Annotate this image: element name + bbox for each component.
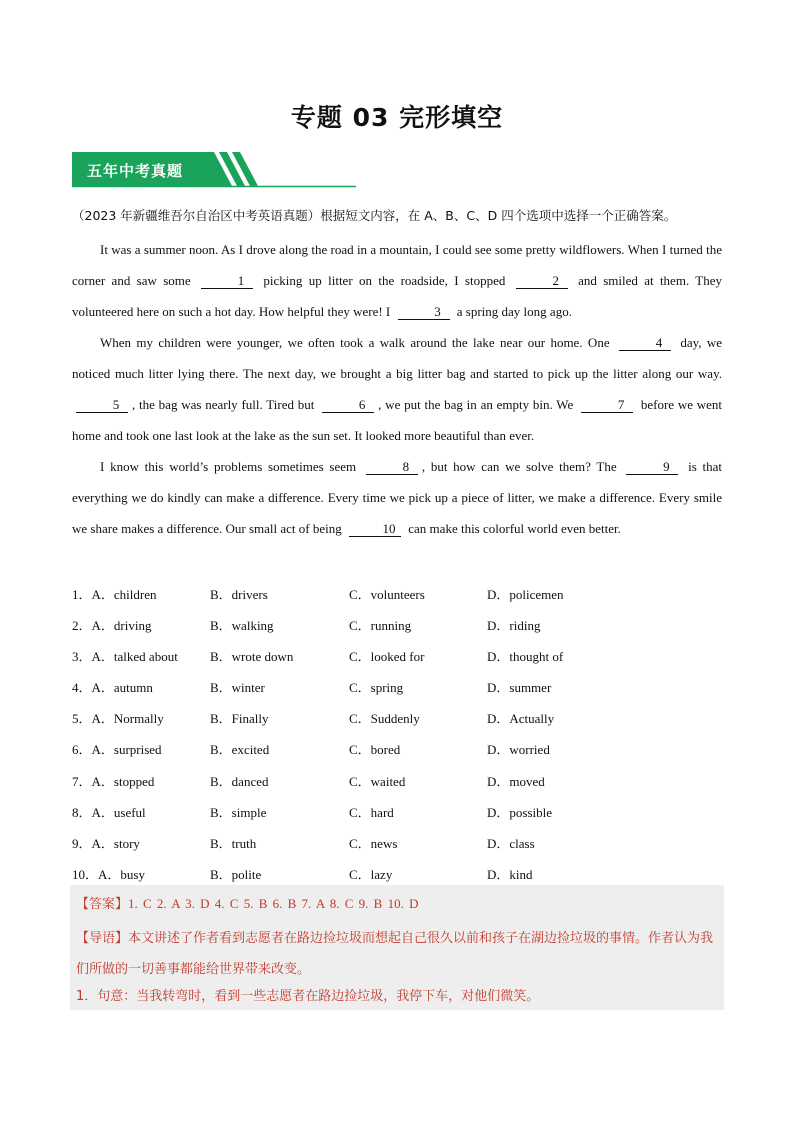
option-c: C．looked for bbox=[349, 649, 425, 665]
guide-body: 本文讲述了作者看到志愿者在路边捡垃圾而想起自己很久以前和孩子在湖边捡垃圾的事情。作者认为我们所做的一切善事都能给世界带来改变。 bbox=[76, 931, 714, 977]
question-row bbox=[72, 763, 722, 794]
paragraph-1 bbox=[72, 234, 722, 327]
question-row bbox=[72, 669, 722, 700]
option-c: C．volunteers bbox=[349, 587, 425, 602]
option-d: D．moved bbox=[487, 773, 545, 789]
option-c: C．Suddenly bbox=[349, 711, 420, 727]
answer-label: 【答案】 bbox=[76, 896, 129, 911]
blank-10: 10 bbox=[349, 521, 401, 537]
page-title: 专题 03 完形填空 bbox=[290, 103, 504, 132]
option-b: B．simple bbox=[210, 804, 267, 820]
option-d: D．kind bbox=[487, 866, 533, 882]
passage-text: before we went home and took one last look at the lake as the sun set. It looked more beautiful than ever. bbox=[72, 397, 723, 443]
option-a: 1．A．children bbox=[72, 587, 157, 602]
option-b: B．drivers bbox=[210, 587, 268, 602]
answer-section bbox=[70, 885, 724, 1010]
question-row bbox=[72, 825, 722, 856]
section-banner bbox=[72, 152, 356, 188]
blank-6: 6 bbox=[322, 397, 374, 413]
option-c: C．hard bbox=[349, 804, 394, 820]
guide-label: 【导语】 bbox=[76, 931, 129, 946]
option-b: B．excited bbox=[210, 742, 270, 758]
paragraph-2 bbox=[72, 327, 722, 451]
option-a: 2．A．driving bbox=[72, 618, 152, 634]
passage-text: , but how can we solve them? The bbox=[421, 459, 617, 474]
guide-text bbox=[76, 923, 718, 985]
option-b: B．danced bbox=[210, 773, 269, 789]
option-d: D．Actually bbox=[487, 711, 555, 727]
passage-text: a spring day long ago. bbox=[456, 304, 572, 319]
option-b: B．Finally bbox=[210, 711, 269, 727]
option-a: 6．A．surprised bbox=[72, 742, 162, 758]
option-d: D．summer bbox=[487, 680, 552, 696]
blank-9: 9 bbox=[626, 459, 678, 475]
option-a: 4．A．autumn bbox=[72, 680, 153, 696]
question-row bbox=[72, 794, 722, 825]
options-list bbox=[72, 576, 722, 887]
option-a: 8．A．useful bbox=[72, 804, 146, 820]
question-row bbox=[72, 638, 722, 669]
passage-text: picking up litter on the roadside, I stopped bbox=[263, 273, 506, 288]
option-d: D．possible bbox=[487, 804, 553, 820]
option-b: B．walking bbox=[210, 618, 274, 634]
answer-text: 1. C 2. A 3. D 4. C 5. B 6. B 7. A 8. C 9. B 10. D bbox=[128, 896, 419, 911]
option-d: D．thought of bbox=[487, 649, 564, 665]
option-d: D．policemen bbox=[487, 587, 564, 602]
explanation-1: 1．句意：当我转弯时，看到一些志愿者在路边捡垃圾，我停下车，对他们微笑。 bbox=[76, 989, 540, 1004]
option-a: 10．A．busy bbox=[72, 866, 145, 882]
passage-text: can make this colorful world even better. bbox=[408, 521, 621, 536]
cloze-passage bbox=[72, 234, 722, 544]
passage-text: is that everything we do kindly can make a difference. Every time we pick up a piece of litter, we make a difference. Every smile we share makes a difference. Our small act of being bbox=[72, 459, 722, 536]
passage-text: and smiled at them. They volunteered here on such a hot day. How helpful they were! I bbox=[72, 273, 723, 319]
passage-text: , the bag was nearly full. Tired but bbox=[132, 397, 315, 412]
blank-7: 7 bbox=[581, 397, 633, 413]
option-a: 9．A．story bbox=[72, 835, 140, 851]
option-c: C．bored bbox=[349, 742, 401, 758]
option-a: 7．A．stopped bbox=[72, 773, 155, 789]
option-d: D．riding bbox=[487, 618, 541, 634]
option-a: 5．A．Normally bbox=[72, 711, 164, 727]
option-d: D．class bbox=[487, 835, 535, 851]
option-c: C．lazy bbox=[349, 866, 393, 882]
question-row bbox=[72, 731, 722, 762]
option-b: B．truth bbox=[210, 835, 257, 851]
blank-5: 5 bbox=[76, 397, 128, 413]
option-c: C．spring bbox=[349, 680, 404, 696]
question-row bbox=[72, 576, 722, 607]
option-c: C．running bbox=[349, 618, 412, 634]
option-a: 3．A．talked about bbox=[72, 649, 178, 665]
blank-8: 8 bbox=[366, 459, 418, 475]
option-b: B．winter bbox=[210, 680, 265, 696]
answer-key bbox=[76, 893, 418, 912]
question-source: （2023 年新疆维吾尔自治区中考英语真题）根据短文内容，在 A、B、C、D 四个选项中选择一个正确答案。 bbox=[72, 208, 677, 223]
passage-text: When my children were younger, we often took a walk around the lake near our home. One bbox=[100, 335, 610, 350]
blank-1: 1 bbox=[201, 273, 253, 289]
passage-text: , we put the bag in an empty bin. We bbox=[378, 397, 574, 412]
option-c: C．news bbox=[349, 835, 398, 851]
option-d: D．worried bbox=[487, 742, 550, 758]
passage-text: I know this world’s problems sometimes seem bbox=[100, 459, 357, 474]
blank-4: 4 bbox=[619, 335, 671, 351]
blank-3: 3 bbox=[398, 304, 450, 320]
option-c: C．waited bbox=[349, 773, 406, 789]
blank-2: 2 bbox=[516, 273, 568, 289]
question-row bbox=[72, 856, 722, 887]
question-row bbox=[72, 700, 722, 731]
option-b: B．wrote down bbox=[210, 649, 294, 665]
banner-label: 五年中考真题 bbox=[87, 162, 184, 180]
paragraph-3 bbox=[72, 451, 722, 544]
passage-text: It was a summer noon. As I drove along the road in a mountain, I could see some pretty wildflowers. When I turned the corner and saw some bbox=[72, 242, 722, 288]
question-row bbox=[72, 607, 722, 638]
passage-text: day, we noticed much litter lying there. The next day, we brought a big litter bag and started to pick up the litter along our way. bbox=[72, 335, 722, 381]
option-b: B．polite bbox=[210, 866, 262, 882]
